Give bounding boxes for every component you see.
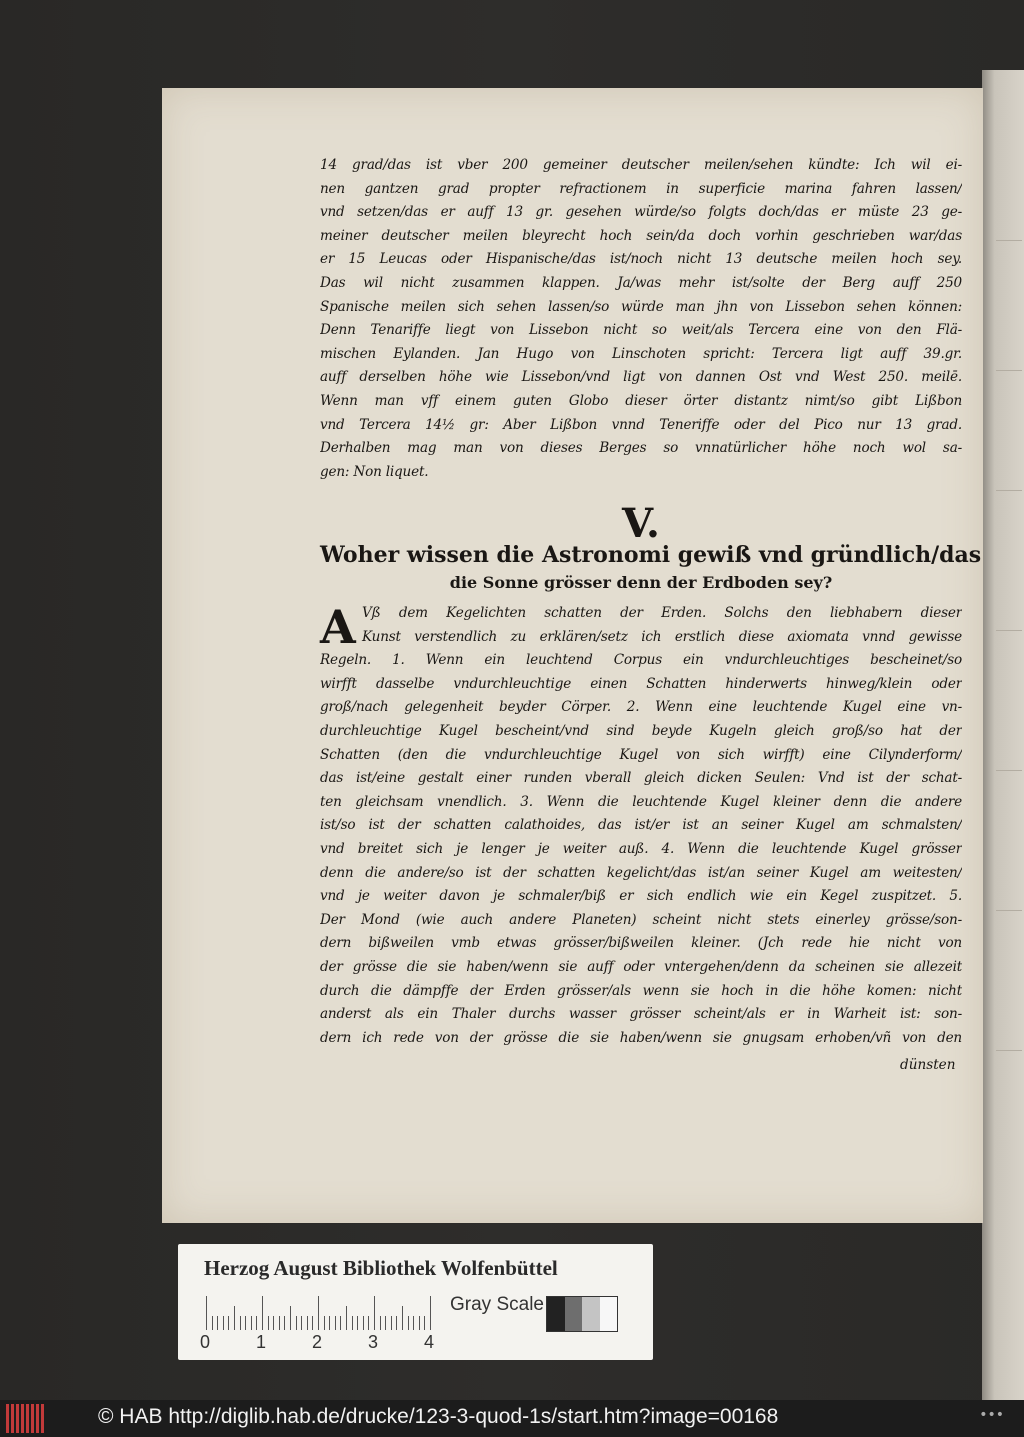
text-line: vnd je weiter davon je schmaler/biß er sich endlich wie ein Kegel zuspitzet. 5. [320,888,962,905]
ruler-number: 3 [368,1332,379,1352]
text-line: durchleuchtige Kugel bescheint/vnd sind beyde Kugeln gleich groß/so hat der [320,722,962,739]
copyright-url[interactable]: © HAB http://diglib.hab.de/drucke/123-3-quod-1s/start.htm?image=00168 [98,1405,779,1428]
ruler-number: 1 [256,1332,267,1352]
ruler-tick [312,1316,313,1330]
text-line: meiner deutscher meilen bleyrecht hoch sein/da doch vorhin geschrieben war/das [320,227,962,244]
text-line: das ist/eine gestalt einer runden vberall gleich dicken Seulen: Vnd ist der schat- [320,770,962,787]
swatch-black [547,1297,565,1331]
text-line: wirfft dasselbe vndurchleuchtige einen Schatten hinderwerts hinweg/klein oder [320,675,962,692]
ruler-tick [419,1316,420,1330]
text-line: Spanische meilen sich sehen lassen/so würde man jhn von Lissebon sehen können: [320,298,962,315]
ruler-tick [357,1316,358,1330]
ruler-tick [273,1316,274,1330]
text-line: vnd setzen/das er auff 13 gr. gesehen würde/so folgts doch/das er müste 23 ge- [320,204,962,221]
text-line: 14 grad/das ist vber 200 gemeiner deutscher meilen/sehen kündte: Ich wil ei- [320,157,962,173]
swatch-dark-gray [565,1297,583,1331]
ruler-number: 2 [312,1332,323,1352]
section-number: V. [622,500,660,547]
text-line: Kunst verstendlich zu erklären/setz ich erstlich diese axiomata vnnd gewisse [362,628,962,645]
text-line: dern bißweilen vmb etwas grösser/bißweilen kleiner. (Jch rede hie nicht von [320,935,962,952]
ruler-tick [301,1316,302,1330]
text-line: auff derselben höhe wie Lissebon/vnd ligt von dannen Ost vnd West 250. meilē. [320,369,962,386]
library-name: Herzog August Bibliothek Wolfenbüttel [204,1256,558,1280]
ruler-tick [346,1306,347,1330]
text-line: mischen Eylanden. Jan Hugo von Linschoten spricht: Tercera ligt auff 39.gr. [320,345,962,362]
ruler-tick [324,1316,325,1330]
text-top-block [320,154,962,484]
ruler-tick [340,1316,341,1330]
ruler-tick [413,1316,414,1330]
ruler-tick [256,1316,257,1330]
library-label-card [178,1244,653,1360]
text-line: ist/so ist der schatten calathoides, das ist/er ist an seiner Kugel am schmalsten/ [320,817,962,834]
text-line: Regeln. 1. Wenn ein leuchtend Corpus ein vndurchleuchtiges bescheinet/so [320,652,962,669]
ruler-tick [363,1316,364,1330]
drop-cap: A [320,600,356,654]
ruler-scale [206,1294,436,1330]
swatch-light-gray [582,1297,600,1331]
ruler-tick [279,1316,280,1330]
ruler-tick [268,1316,269,1330]
ruler-tick [424,1316,425,1330]
text-line: Derhalben mag man von dieses Berges so vnnatürlicher höhe noch wol sa- [320,440,962,457]
text-line: Das wil nicht zusammen klappen. Ja/was mehr ist/solte der Berg auff 250 [320,274,962,291]
text-line: vnd Tercera 14½ gr: Aber Lißbon vnnd Teneriffe oder del Pico nur 13 grad. [320,416,962,433]
ruler-tick [234,1306,235,1330]
text-line: dern ich rede von der grösse die sie haben/wenn sie gnugsam erhoben/vñ von den [320,1029,962,1046]
ruler-tick [391,1316,392,1330]
hab-logo-icon [6,1404,48,1433]
ruler-tick [217,1316,218,1330]
text-line: Der Mond (wie auch andere Planeten) scheint nicht stets einerley grösse/son- [320,911,962,928]
ruler-tick [396,1316,397,1330]
ruler-tick [245,1316,246,1330]
ruler-tick [352,1316,353,1330]
ruler-tick [206,1296,207,1330]
more-options-icon[interactable]: ••• [979,1407,1004,1423]
text-line: Denn Tenariffe liegt von Lissebon nicht so weit/als Tercera eine von den Flä- [320,322,962,339]
ruler-tick [284,1316,285,1330]
text-line: gen: Non liquet. [320,463,429,480]
text-body-block [320,602,962,1050]
ruler-tick [318,1296,319,1330]
text-line: durch die dämpffe der Erden grösser/als wenn sie hoch in die höhe komen: nicht [320,982,962,999]
text-line: Vß dem Kegelichten schatten der Erden. Solchs den liebhabern dieser [362,605,962,621]
ruler-tick [402,1306,403,1330]
swatch-white [600,1297,618,1331]
ruler-tick [228,1316,229,1330]
ruler-tick [329,1316,330,1330]
ruler-tick [368,1316,369,1330]
ruler-tick [240,1316,241,1330]
ruler-tick [290,1306,291,1330]
ruler-tick [262,1296,263,1330]
text-line: vnd breitet sich je lenger je weiter auß. 4. Wenn die leuchtende Kugel grösser [320,840,962,857]
ruler-number: 4 [424,1332,435,1352]
ruler-tick [251,1316,252,1330]
section-heading: Woher wissen die Astronomi gewiß vnd gründlich/das [320,542,982,568]
adjacent-page-edge [982,70,1024,1400]
ruler-tick [296,1316,297,1330]
section-subheading: die Sonne grösser denn der Erdboden sey? [449,573,833,592]
ruler-tick [380,1316,381,1330]
ruler-tick [408,1316,409,1330]
text-line: der grösse die sie haben/wenn sie auff oder vntergehen/denn da scheinen sie allezeit [320,958,962,975]
ruler-tick [335,1316,336,1330]
ruler-tick [223,1316,224,1330]
text-line: anderst als ein Thaler durchs wasser grösser scheint/als er in Warheit ist: son- [320,1006,962,1023]
text-line: denn die andere/so ist der schatten kegelicht/das ist/an seiner Kugel am weitesten/ [320,864,962,881]
gray-scale-swatches [546,1296,618,1332]
ruler-tick [385,1316,386,1330]
catchword: dünsten [900,1057,956,1073]
text-line: ten gleichsam vnendlich. 3. Wenn die leuchtende Kugel kleiner denn die andere [320,793,962,810]
text-line: groß/nach gelegenheit beyder Cörper. 2. Wenn eine leuchtende Kugel eine vn- [320,699,962,716]
text-line: Wenn man vff einem guten Globo dieser örter distantz nimt/so gibt Lißbon [320,392,962,409]
viewer-footer [0,1400,1024,1437]
ruler-number: 0 [200,1332,211,1352]
ruler-tick [212,1316,213,1330]
ruler-tick [430,1296,431,1330]
text-line: Schatten (den die vndurchleuchtige Kugel von sich wirfft) eine Cilynderform/ [320,746,962,763]
gray-scale-label: Gray Scale [450,1294,544,1315]
ruler-tick [307,1316,308,1330]
text-line: nen gantzen grad propter refractionem in superficie marina fahren lassen/ [320,180,962,197]
text-line: er 15 Leucas oder Hispanische/das ist/noch nicht 13 deutsche meilen hoch sey. [320,251,962,268]
ruler-tick [374,1296,375,1330]
ruler-numbers [200,1332,450,1354]
